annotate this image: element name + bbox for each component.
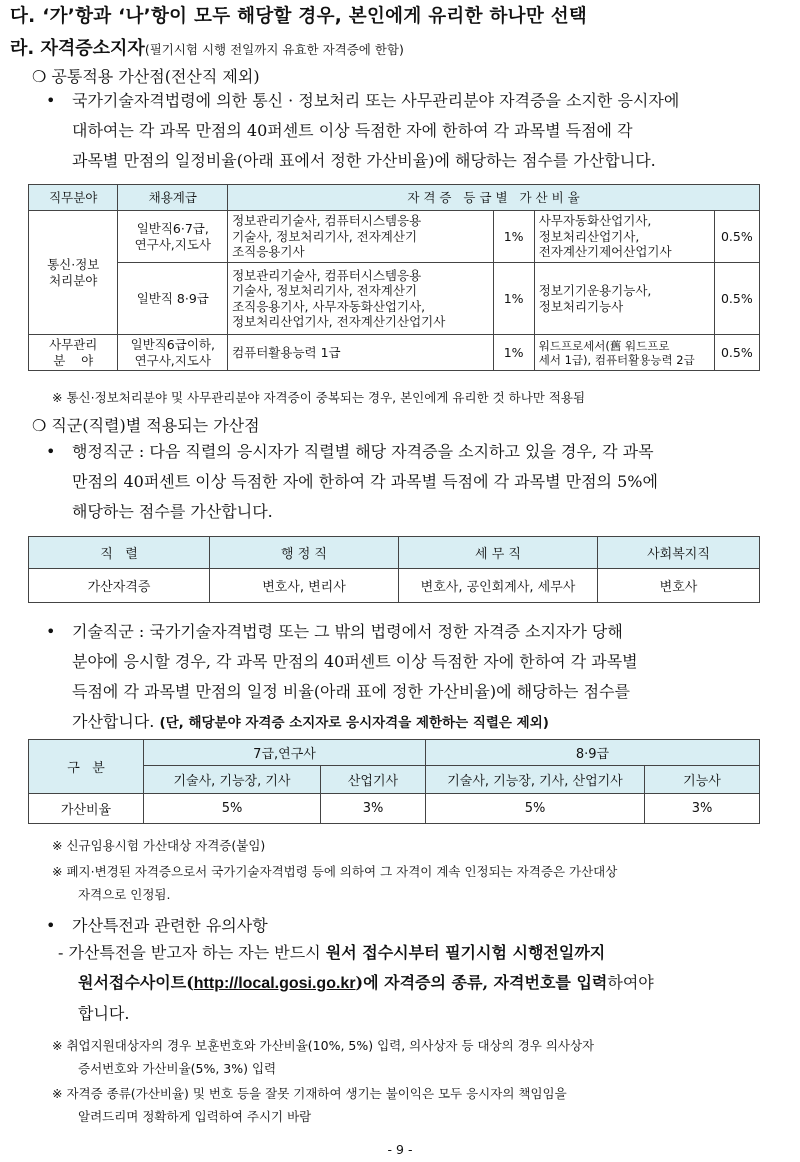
note-liability-1: ※ 자격증 종류(가산비율) 및 번호 등을 잘못 기재하여 생기는 불이익은 모두 응시자의 책임임을 <box>52 1086 567 1101</box>
rate-cell: 1% <box>493 263 534 335</box>
section3-line-4-text: 가산합니다. <box>72 712 155 731</box>
header-welfare: 사회복지직 <box>598 537 760 569</box>
row-label: 가산비율 <box>29 794 144 824</box>
section3-line-1 <box>46 617 786 647</box>
heading-da: 다. ‘가’항과 ‘나’항이 모두 해당할 경우, 본인에게 유리한 하나만 선택 <box>10 6 588 27</box>
table-row <box>29 569 760 603</box>
table1-note: ※ 통신·정보처리분야 및 사무관리분야 자격증이 중복되는 경우, 본인에게 유리한 것 하나만 적용됨 <box>52 390 586 405</box>
rate-cell: 0.5% <box>714 211 759 263</box>
table-row <box>29 794 760 824</box>
cert-cell: 정보관리기술사, 컴퓨터시스템응용 기술사, 정보처리기사, 전자계산기 조직응용기사 <box>228 211 493 263</box>
table-row <box>29 211 760 263</box>
section3-line-3: 득점에 각 과목별 만점의 일정 비율(아래 표에 정한 가산비율)에 해당하는 점수를 <box>72 682 630 701</box>
section3-paragraph <box>46 617 786 738</box>
note-new-hire: ※ 신규임용시험 가산대상 자격증(붙임) <box>52 838 266 853</box>
rate-cell: 3% <box>321 794 426 824</box>
section1-line-2: 대하여는 각 과목 만점의 40퍼센트 이상 득점한 자에 한하여 각 과목별 득점에 각 <box>72 121 633 140</box>
section3-line-1-text: 기술직군 : 국가기술자격법령 또는 그 밖의 법령에서 정한 자격증 소지자가 당해 <box>72 622 623 641</box>
table-header-row <box>29 740 760 766</box>
rate-cell: 3% <box>645 794 760 824</box>
rate-cell: 5% <box>144 794 321 824</box>
notice-line-1 <box>58 938 788 968</box>
cert-cell: 정보관리기술사, 컴퓨터시스템응용 기술사, 정보처리기사, 전자계산기 조직응용기사, 사무자동화산업기사, 정보처리산업기사, 전자계산기산업기사 <box>228 263 493 335</box>
rate-cell: 1% <box>493 211 534 263</box>
grade-cell: 일반직6·7급, 연구사,지도사 <box>118 211 228 263</box>
notice-paragraph <box>58 938 788 1029</box>
bullet4-text: 가산특전과 관련한 유의사항 <box>72 916 268 935</box>
bullet-icon: • <box>46 91 56 110</box>
notice-line-2a: 원서접수사이트( <box>78 973 194 992</box>
section2-paragraph <box>46 437 786 527</box>
subheader: 기술사, 기능장, 기사, 산업기사 <box>426 766 645 794</box>
section2-line-1-text: 행정직군 : 다음 직렬의 응시자가 직렬별 해당 자격증을 소지하고 있을 경우, 각 과목 <box>72 442 654 461</box>
section1-paragraph <box>46 86 786 176</box>
rate-cell: 5% <box>426 794 645 824</box>
section1-line-1 <box>46 86 786 116</box>
heading-ra-title: 라. 자격증소지자 <box>10 38 145 59</box>
table-row <box>29 335 760 371</box>
notice-line-1b: 원서 접수시부터 필기시험 시행전일까지 <box>325 943 606 962</box>
rate-cell: 1% <box>493 335 534 371</box>
cert-cell: 정보기기운용기능사, 정보처리기능사 <box>534 263 714 335</box>
cert-cell: 사무자동화산업기사, 정보처리산업기사, 전자계산기제어산업기사 <box>534 211 714 263</box>
cert-cell: 워드프로세서(舊 워드프로 세서 1급), 컴퓨터활용능력 2급 <box>534 335 714 371</box>
table-admin-bonus <box>28 536 760 603</box>
rate-cell: 0.5% <box>714 263 759 335</box>
notice-line-2c: 하여야 <box>607 973 654 992</box>
page-number: - 9 - <box>387 1142 413 1157</box>
grade-cell: 일반직6급이하, 연구사,지도사 <box>118 335 228 371</box>
subheader: 기술사, 기능장, 기사 <box>144 766 321 794</box>
section1-line-1-text: 국가기술자격법령에 의한 통신 · 정보처리 또는 사무관리분야 자격증을 소지한 응시자에 <box>72 91 680 110</box>
row-label: 가산자격증 <box>29 569 210 603</box>
section3-line-2: 분야에 응시할 경우, 각 과목 만점의 40퍼센트 이상 득점한 자에 한하여 각 과목별 <box>72 652 638 671</box>
notice-line-2 <box>58 968 788 999</box>
bullet-icon: • <box>46 442 56 461</box>
note-liability-2: 알려드리며 정확하게 입력하여 주시기 바람 <box>78 1109 312 1124</box>
header-group-89: 8·9급 <box>426 740 760 766</box>
header-tax: 세 무 직 <box>399 537 598 569</box>
table-common-bonus <box>28 184 760 371</box>
section1-line-3: 과목별 만점의 일정비율(아래 표에서 정한 가산비율)에 해당하는 점수를 가산합니다. <box>72 151 656 170</box>
heading-ra-note: (필기시험 시행 전일까지 유효한 자격증에 한함) <box>144 42 404 57</box>
cell-tax: 변호사, 공인회계사, 세무사 <box>399 569 598 603</box>
note-abolished-2: 자격으로 인정됨. <box>78 887 171 902</box>
header-admin: 행 정 직 <box>210 537 399 569</box>
table-header-row <box>29 185 760 211</box>
table-tech-bonus <box>28 739 760 824</box>
note-abolished-1: ※ 폐지·변경된 자격증으로서 국가기술자격법령 등에 의하여 그 자격이 계속 인정되는 자격증은 가산대상 <box>52 864 618 879</box>
header-series: 직 렬 <box>29 537 210 569</box>
note-veterans-2: 증서번호와 가산비율(5%, 3%) 입력 <box>78 1061 277 1076</box>
header-rates: 자 격 증 등 급 별 가 산 비 율 <box>228 185 760 211</box>
notice-line-3: 합니다. <box>78 1004 130 1023</box>
section3-note: (단, 해당분야 자격증 소지자로 응시자격을 제한하는 직렬은 제외) <box>159 715 549 731</box>
field-telecom: 통신·정보 처리분야 <box>29 211 118 335</box>
section2-line-1 <box>46 437 786 467</box>
cert-cell: 컴퓨터활용능력 1급 <box>228 335 493 371</box>
table-header-row <box>29 537 760 569</box>
gosi-link[interactable]: http://local.gosi.go.kr <box>193 975 356 992</box>
bullet-icon: • <box>46 916 56 935</box>
header-field: 직무분야 <box>29 185 118 211</box>
section3-line-4 <box>46 707 786 738</box>
notice-line-2b: )에 자격증의 종류, 자격번호를 입력 <box>355 973 608 992</box>
subheader: 기능사 <box>645 766 760 794</box>
table-row <box>29 263 760 335</box>
cell-admin: 변호사, 변리사 <box>210 569 399 603</box>
header-group-7: 7급,연구사 <box>144 740 426 766</box>
section2-line-2: 만점의 40퍼센트 이상 득점한 자에 한하여 각 과목별 득점에 각 과목별 만점의 5%에 <box>72 472 658 491</box>
section1-title: ❍ 공통적용 가산점(전산직 제외) <box>32 67 260 86</box>
header-gubun: 구 분 <box>29 740 144 794</box>
heading-ra <box>10 34 404 60</box>
section2-title: ❍ 직군(직렬)별 적용되는 가산점 <box>32 416 260 435</box>
field-office: 사무관리 분 야 <box>29 335 118 371</box>
bullet-icon: • <box>46 622 56 641</box>
rate-cell: 0.5% <box>714 335 759 371</box>
note-veterans-1: ※ 취업지원대상자의 경우 보훈번호와 가산비율(10%, 5%) 입력, 의사상자 등 대상의 경우 의사상자 <box>52 1038 595 1053</box>
bullet4-line <box>46 913 268 936</box>
notice-line-1a: - 가산특전을 받고자 하는 자는 반드시 <box>58 943 326 962</box>
header-grade: 채용계급 <box>118 185 228 211</box>
cell-welfare: 변호사 <box>598 569 760 603</box>
section2-line-3: 해당하는 점수를 가산합니다. <box>72 502 273 521</box>
subheader: 산업기사 <box>321 766 426 794</box>
grade-cell: 일반직 8·9급 <box>118 263 228 335</box>
